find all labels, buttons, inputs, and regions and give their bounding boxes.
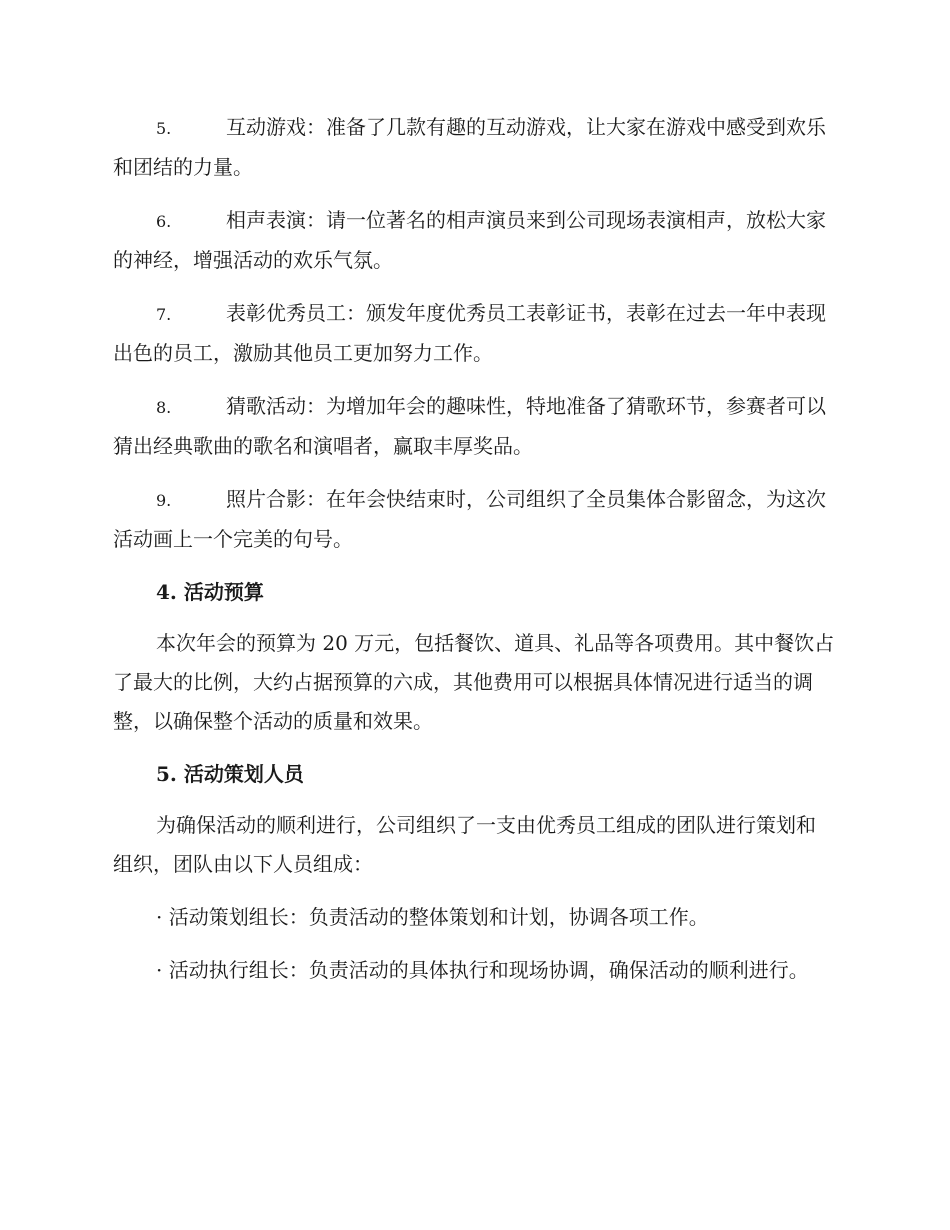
list-item — [113, 480, 835, 559]
budget-paragraph: 本次年会的预算为 20 万元，包括餐饮、道具、礼品等各项费用。其中餐饮占了最大的比例，大约占据预算的六成，其他费用可以根据具体情况进行适当的调整，以确保整个活动的质量和效果。 — [113, 631, 835, 733]
bullet-item: · 活动执行组长：负责活动的具体执行和现场协调，确保活动的顺利进行。 — [156, 958, 809, 982]
list-item-text: 表彰优秀员工：颁发年度优秀员工表彰证书，表彰在过去一年中表现出色的员工，激励其他员工更加努力工作。 — [113, 301, 826, 365]
list-item-text: 照片合影：在年会快结束时，公司组织了全员集体合影留念，为这次活动画上一个完美的句号。 — [113, 487, 826, 551]
list-item — [113, 201, 835, 280]
section-heading-planners: 5. 活动策划人员 — [156, 762, 304, 786]
list-item-text: 猜歌活动：为增加年会的趣味性，特地准备了猜歌环节，参赛者可以猜出经典歌曲的歌名和演唱者，赢取丰厚奖品。 — [113, 394, 826, 458]
list-item-text: 互动游戏：准备了几款有趣的互动游戏，让大家在游戏中感受到欢乐和团结的力量。 — [113, 115, 826, 179]
bullet-item: · 活动策划组长：负责活动的整体策划和计划，协调各项工作。 — [156, 905, 709, 929]
section-heading-budget: 4. 活动预算 — [156, 580, 264, 604]
list-item — [113, 387, 835, 466]
list-item-number: 5. — [156, 119, 172, 138]
list-item-number: 6. — [156, 212, 172, 231]
planners-paragraph: 为确保活动的顺利进行，公司组织了一支由优秀员工组成的团队进行策划和组织，团队由以下人员组成： — [113, 813, 816, 876]
list-item — [113, 294, 835, 373]
document-content — [113, 108, 835, 1004]
list-item — [113, 108, 835, 187]
list-item-number: 8. — [156, 398, 172, 417]
list-item-text: 相声表演：请一位著名的相声演员来到公司现场表演相声，放松大家的神经，增强活动的欢乐气氛。 — [113, 208, 826, 272]
list-item-number: 9. — [156, 491, 172, 510]
list-item-number: 7. — [156, 305, 172, 324]
